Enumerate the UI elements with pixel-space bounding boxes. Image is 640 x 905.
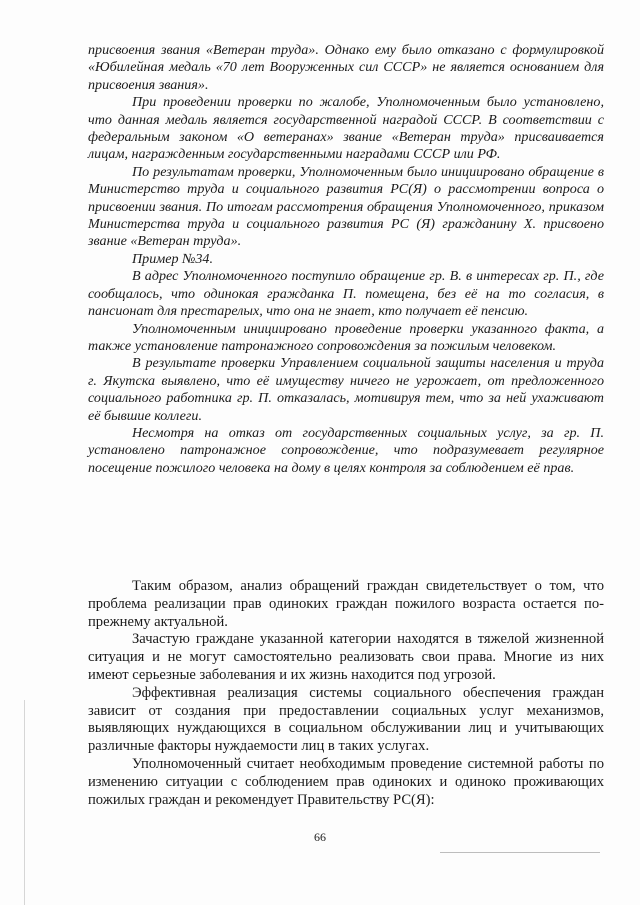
paragraph-veteran-denial: присвоения звания «Ветеран труда». Однако ему было отказано с формулировкой «Юбилейная медаль «70 лет Вооруженных сил СССР» не является основанием для присвоения звания». [88, 42, 604, 93]
paragraph-recommendation: Уполномоченный считает необходимым проведение системной работы по изменению ситуации с соблюдением прав одиноких и одиноко проживающих пожилых граждан и рекомендует Правительству РС(Я): [88, 755, 604, 808]
bottom-rule [440, 852, 600, 853]
paragraph-patronage: Несмотря на отказ от государственных социальных услуг, за гр. П. установлено патронажное сопровождение, что подразумевает регулярное посещение пожилого человека на дому в целях контроля за соблюдением её прав. [88, 424, 604, 476]
scan-edge-line [24, 700, 25, 905]
paragraph-conclusion: Таким образом, анализ обращений граждан свидетельствует о том, что проблема реализации прав одиноких граждан пожилого возраста остается по-прежнему актуальной. [88, 578, 604, 630]
paragraph-check-result: В результате проверки Управлением социальной защиты населения и труда г. Якутска выявлено, что её имуществу ничего не угрожает, от предложенного социального работника гр. П. отказалась, мотивируя тем, что за ней ухаживают её бывшие коллеги. [88, 355, 604, 424]
paragraph-medal-check: При проведении проверки по жалобе, Уполномоченным было установлено, что данная медаль является государственной наградой СССР. В соответствии с федеральным законом «О ветеранах» звание «Ветеран труда» присваивается лицам, награжденным государственными наградами СССР или РФ. [88, 94, 604, 163]
paragraph-complaint: В адрес Уполномоченного поступило обращение гр. В. в интересах гр. П., где сообщалось, что одинокая гражданка П. помещена, без её на то согласия, в пансионат для престарелых, что она не знает, кто получает её пенсию. [88, 268, 604, 320]
paragraph-social-system: Эффективная реализация системы социального обеспечения граждан зависит от создания при предоставлении социальных услуг механизмов, выявляющих нуждающихся в социальном обслуживании лиц и учитывающих различные факторы нуждаемости лиц в таких услугах. [88, 684, 604, 755]
italic-section [88, 42, 604, 477]
conclusion-section [88, 578, 604, 809]
example-heading: Пример №34. [132, 250, 213, 267]
paragraph-initiated-check: Уполномоченным инициировано проведение проверки указанного факта, а также установление патронажного сопровождения за пожилым человеком. [88, 320, 604, 354]
paragraph-ministry-appeal: По результатам проверки, Уполномоченным было инициировано обращение в Министерство труда и социального развития РС(Я) о рассмотрении вопроса о присвоении звания. По итогам рассмотрения обращения Уполномоченного, приказом Министерства труда и социального развития РС (Я) гражданину Х. присвоено звание «Ветеран труда». [88, 163, 604, 250]
page-number: 66 [314, 830, 326, 844]
paragraph-difficult-situation: Зачастую граждане указанной категории находятся в тяжелой жизненной ситуация и не могут самостоятельно реализовать свои права. Многие из них имеют серьезные заболевания и их жизнь находится под угрозой. [88, 631, 604, 683]
